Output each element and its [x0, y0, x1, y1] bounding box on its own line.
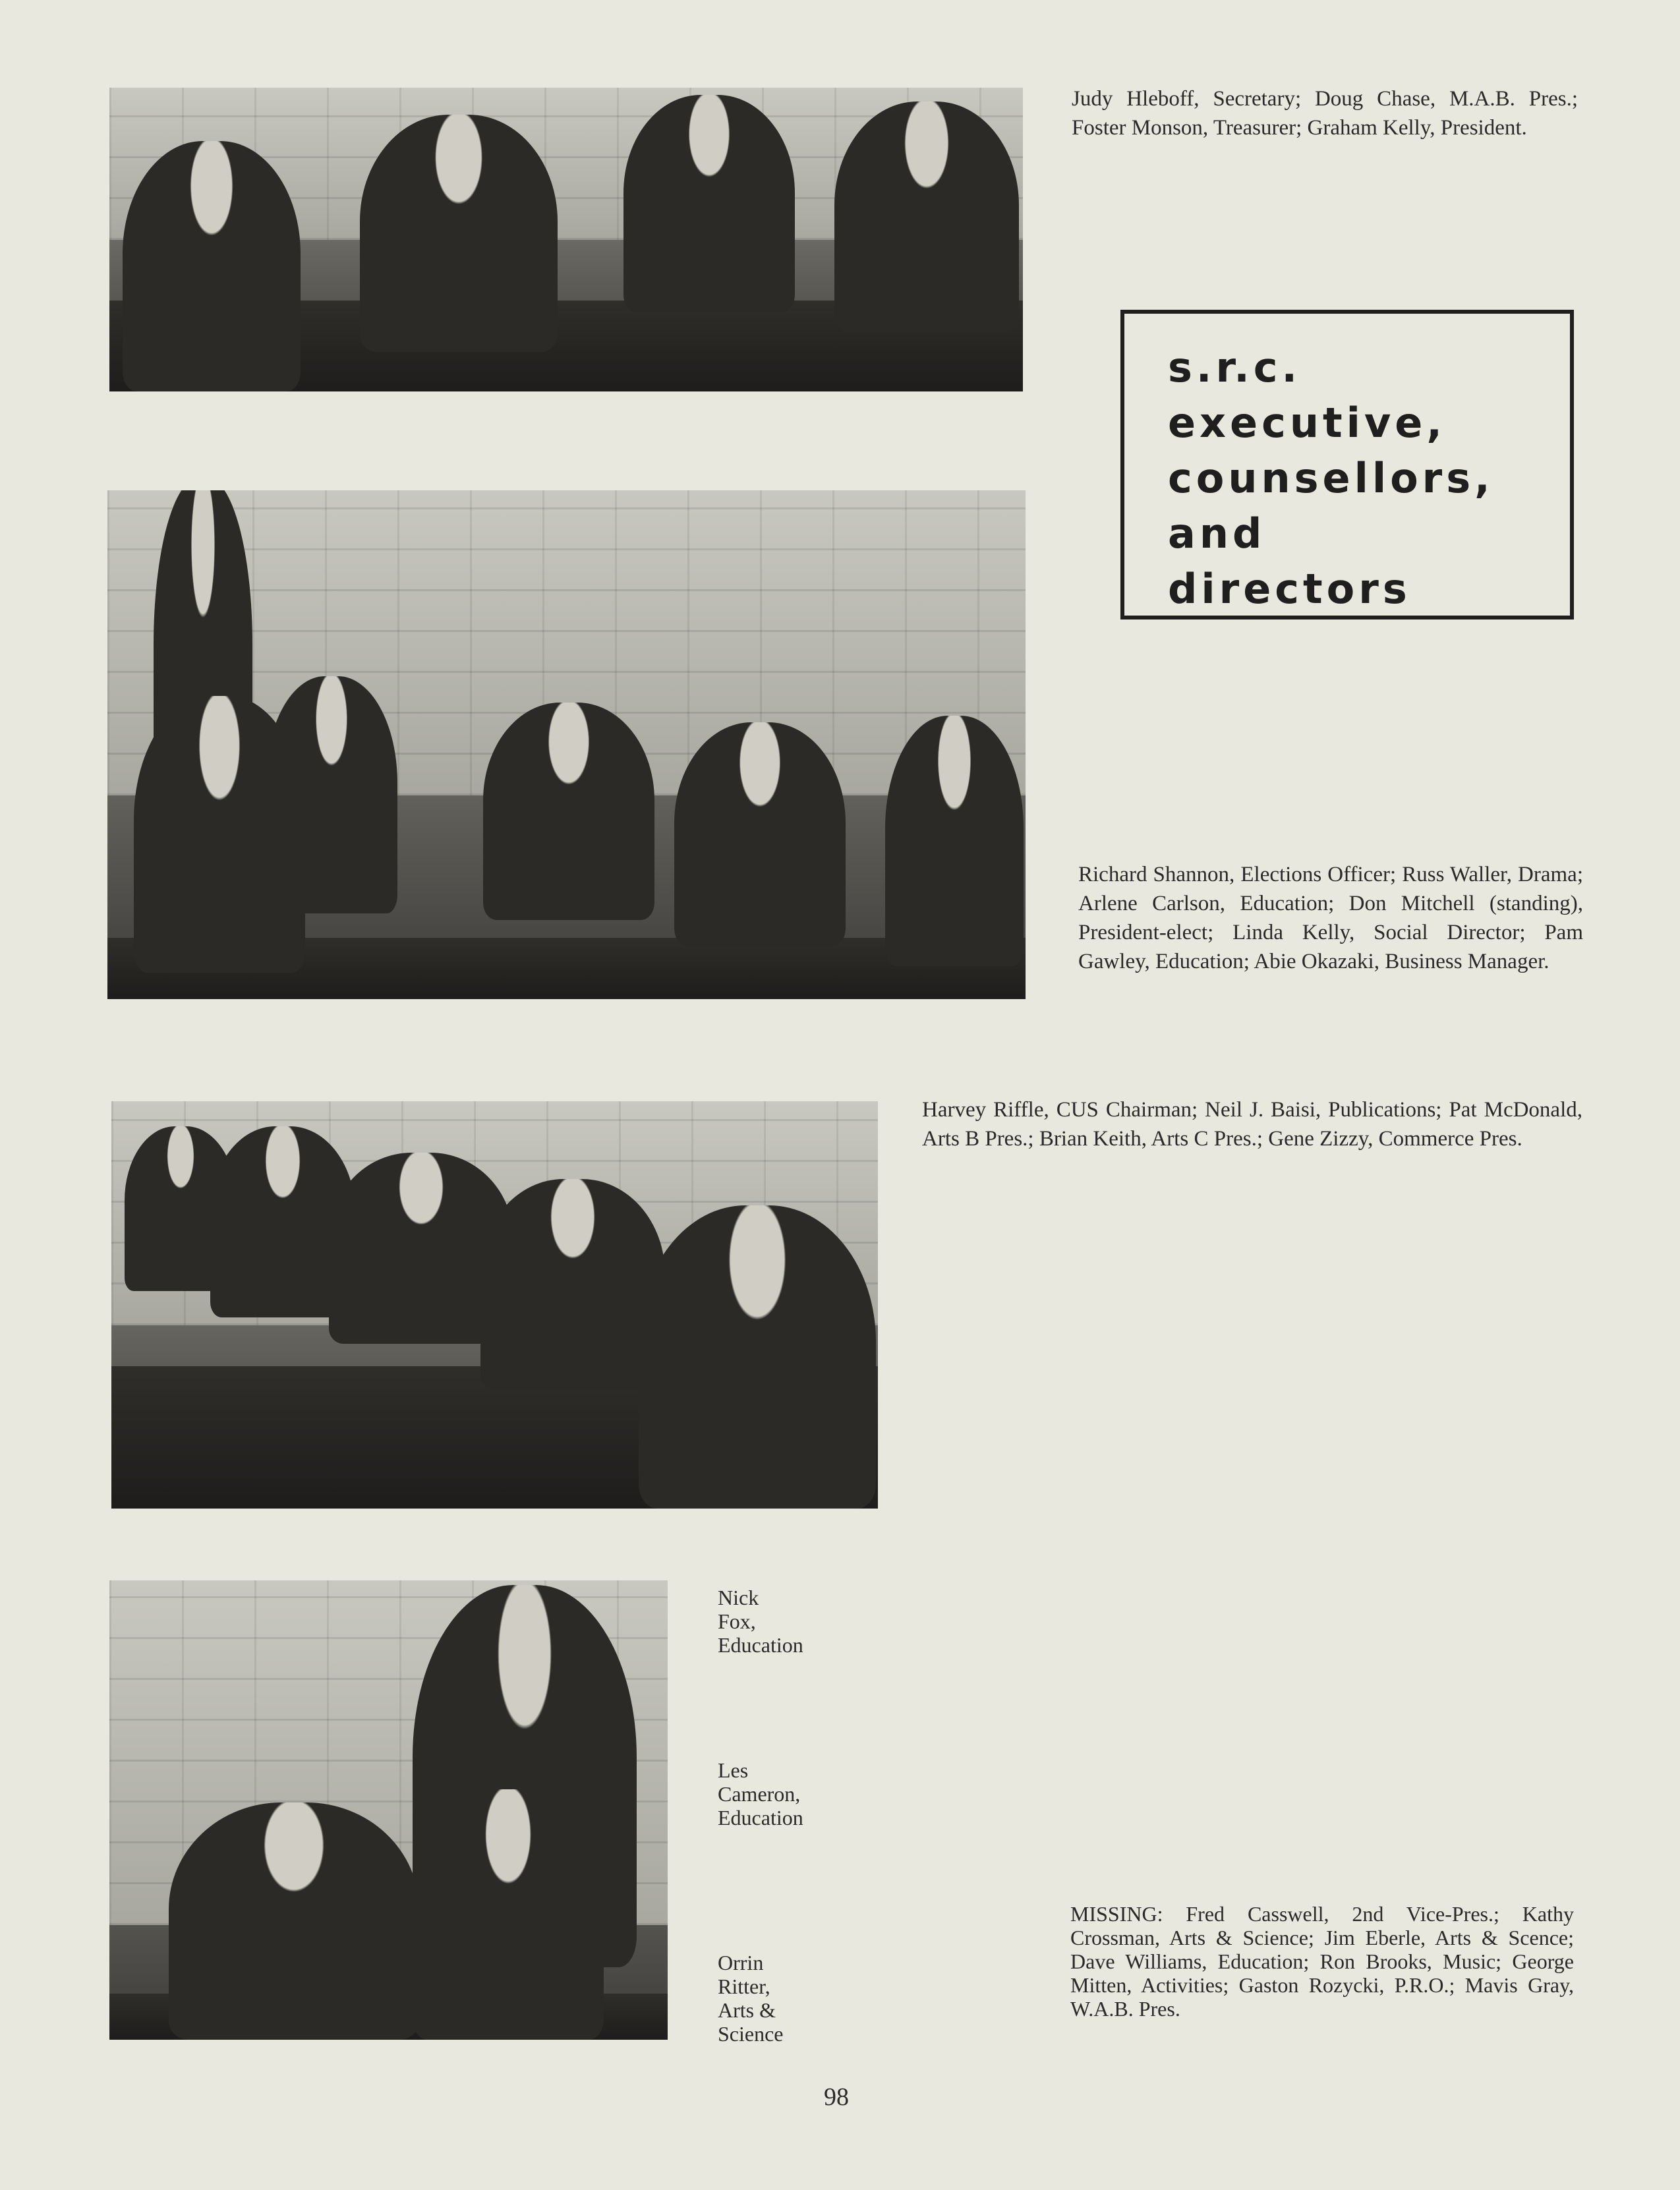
- name-label-line: Cameron,: [718, 1782, 801, 1806]
- photo-education-reps: [109, 1580, 668, 2040]
- name-label-line: Ritter,: [718, 1974, 770, 1998]
- title-line: counsellors,: [1168, 454, 1494, 502]
- name-label-line: Les: [718, 1758, 749, 1782]
- photo-person: [360, 115, 558, 352]
- title-line: directors: [1168, 565, 1411, 613]
- title-line: and: [1168, 509, 1266, 558]
- photo-person: [413, 1789, 604, 2040]
- section-title-box: [1120, 310, 1574, 620]
- name-label-nick-fox: [718, 1586, 803, 1657]
- photo-person: [169, 1802, 419, 2040]
- name-label-line: Education: [718, 1806, 803, 1830]
- name-label-les-cameron: [718, 1758, 803, 1830]
- photo-person: [623, 95, 795, 312]
- title-line: s.r.c.: [1168, 343, 1302, 391]
- name-label-orrin-ritter: [718, 1951, 784, 2046]
- photo-person: [483, 703, 654, 920]
- name-label-line: Fox,: [718, 1609, 756, 1633]
- name-label-line: Education: [718, 1633, 803, 1657]
- photo-person: [834, 101, 1019, 332]
- title-line: executive,: [1168, 399, 1446, 447]
- photo-person: [885, 716, 1024, 966]
- photo-presidents: [111, 1101, 878, 1509]
- photo-person: [480, 1179, 665, 1390]
- photo-person: [674, 722, 846, 946]
- photo-person: [123, 141, 301, 391]
- name-label-line: Nick: [718, 1586, 759, 1609]
- name-label-line: Orrin: [718, 1951, 764, 1974]
- photo-executive: [109, 88, 1023, 391]
- caption-missing: MISSING: Fred Casswell, 2nd Vice-Pres.; Kathy Crossman, Arts & Science; Jim Eberle, Arts & Scence; Dave Williams, Education; Ron Brooks, Music; George Mitten, Activities; Gaston Rozycki, P.R.O.; Mavis Gray, W.A.B. Pres.: [1070, 1902, 1574, 2021]
- photo-person: [639, 1205, 876, 1509]
- name-label-line: Science: [718, 2022, 784, 2046]
- page-number: 98: [824, 2083, 849, 2111]
- caption-presidents: Harvey Riffle, CUS Chairman; Neil J. Baisi, Publications; Pat McDonald, Arts B Pres.; Brian Keith, Arts C Pres.; Gene Zizzy, Commerce Pres.: [922, 1098, 1582, 1151]
- name-label-line: Arts &: [718, 1998, 776, 2022]
- photo-counsellors: [107, 490, 1026, 999]
- caption-executive: Judy Hleboff, Secretary; Doug Chase, M.A.B. Pres.; Foster Monson, Treasurer; Graham Kelly, President.: [1072, 87, 1578, 140]
- caption-counsellors: Richard Shannon, Elections Officer; Russ Waller, Drama; Arlene Carlson, Education; Don Mitchell (standing), President-elect; Linda Kelly, Social Director; Pam Gawley, Education; Abie Okazaki, Business Manager.: [1078, 863, 1583, 973]
- photo-person: [266, 676, 397, 913]
